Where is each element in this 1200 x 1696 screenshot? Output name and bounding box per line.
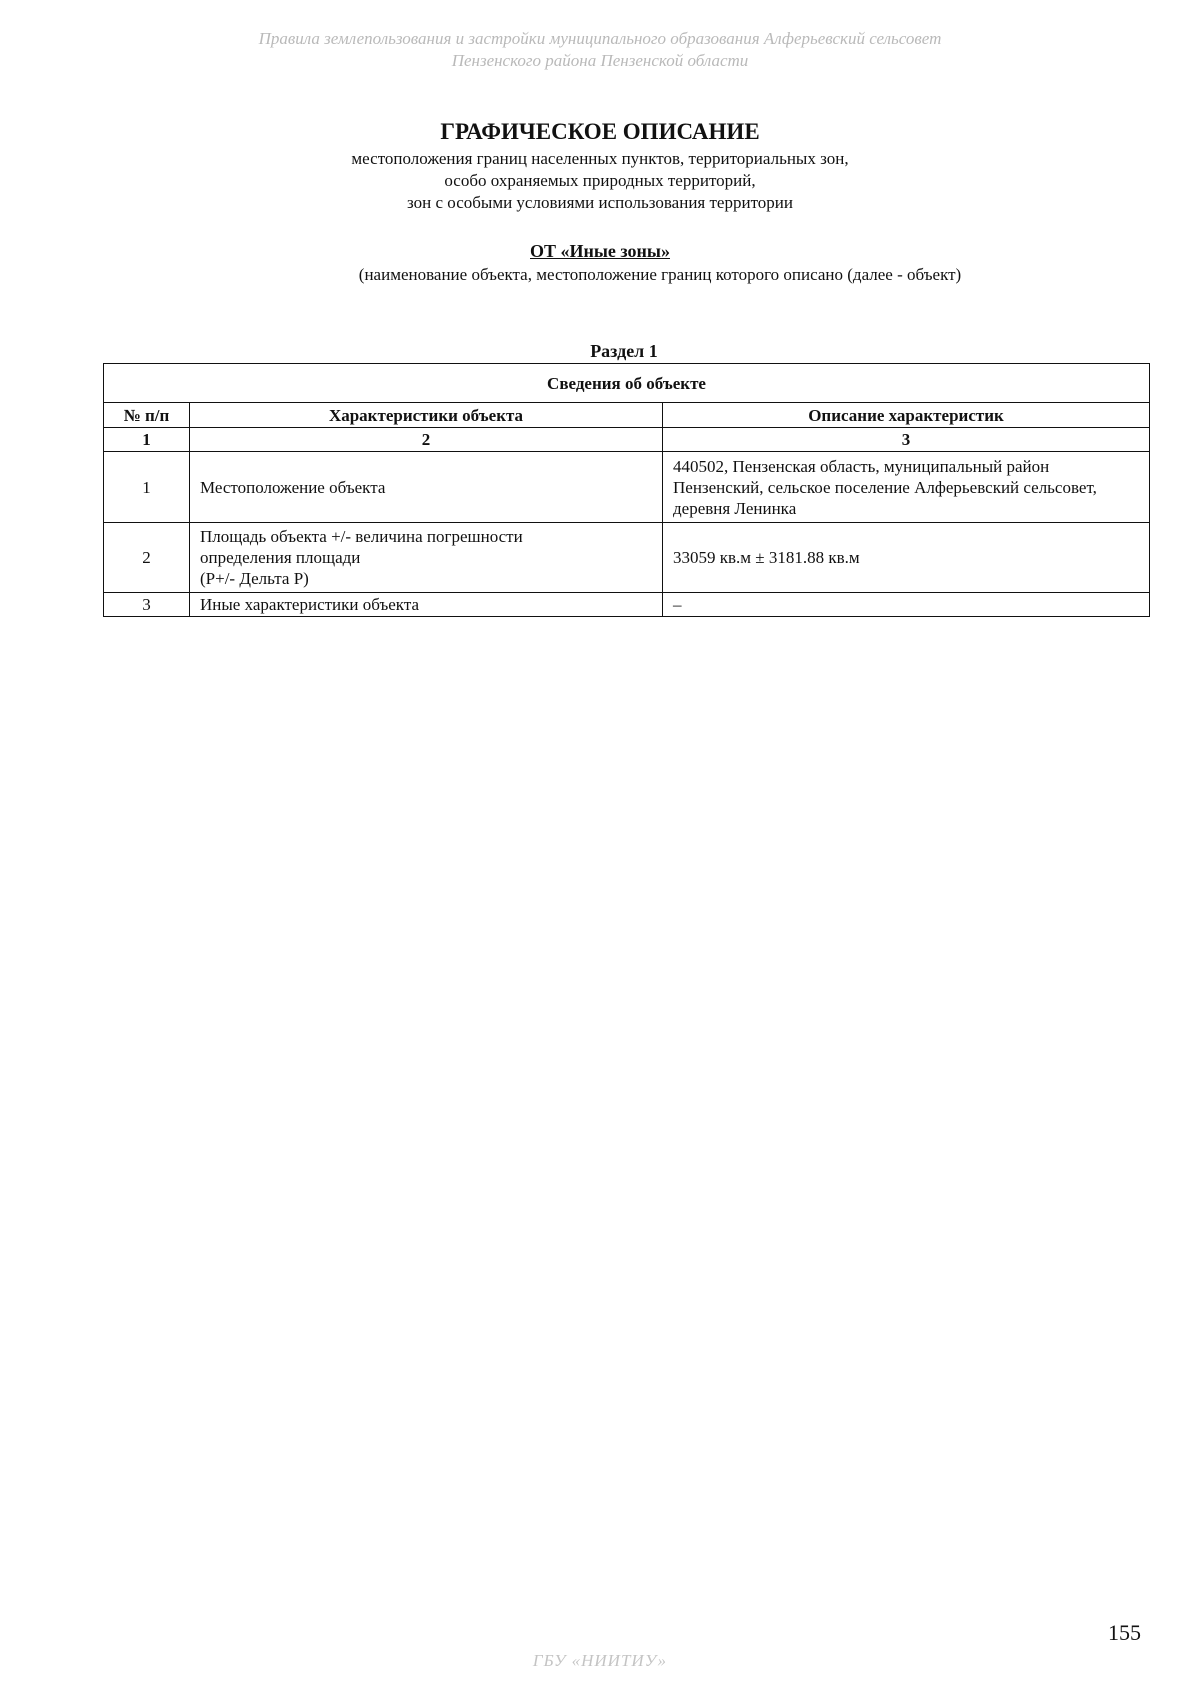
row-characteristic: Иные характеристики объекта <box>190 593 663 617</box>
row-number: 1 <box>104 452 190 523</box>
document-title: ГРАФИЧЕСКОЕ ОПИСАНИЕ <box>440 119 760 144</box>
table-caption: Сведения об объекте <box>104 364 1150 403</box>
row-description: 33059 кв.м ± 3181.88 кв.м <box>663 523 1150 593</box>
page-number: 155 <box>1108 1620 1141 1645</box>
document-subtitle-line-2: особо охраняемых природных территорий, <box>444 171 756 190</box>
row-characteristic <box>190 523 663 593</box>
row-characteristic: Местоположение объекта <box>190 452 663 523</box>
row-number: 2 <box>104 523 190 593</box>
table-row <box>104 593 1150 617</box>
object-info-table <box>103 363 1150 617</box>
running-header-line-1: Правила землепользования и застройки муниципального образования Алферьевский сельсовет <box>258 29 942 48</box>
header-characteristic: Характеристики объекта <box>190 403 663 428</box>
footer-organization: ГБУ «НИИТИУ» <box>532 1651 668 1670</box>
row-characteristic-line-3: (Р+/- Дельта Р) <box>200 569 309 588</box>
running-header-line-2: Пензенского района Пензенской области <box>451 51 749 70</box>
section-title: Раздел 1 <box>590 341 658 361</box>
header-number: № п/п <box>104 403 190 428</box>
column-number-row <box>104 428 1150 452</box>
document-subtitle-line-3: зон с особыми условиями использования территории <box>407 193 793 212</box>
object-name-caption: (наименование объекта, местоположение границ которого описано (далее - объект) <box>358 265 962 284</box>
column-number-3: 3 <box>663 428 1150 452</box>
title-block <box>0 118 1200 214</box>
row-description: – <box>663 593 1150 617</box>
table-row <box>104 523 1150 593</box>
document-subtitle-line-1: местоположения границ населенных пунктов, территориальных зон, <box>351 149 849 168</box>
object-name: ОТ «Иные зоны» <box>530 241 670 261</box>
row-description: 440502, Пензенская область, муниципальный район Пензенский, сельское поселение Алферьевский сельсовет, деревня Ленинка <box>663 452 1150 523</box>
column-number-2: 2 <box>190 428 663 452</box>
row-number: 3 <box>104 593 190 617</box>
row-characteristic-line-2: определения площади <box>200 548 361 567</box>
table-header-row <box>104 403 1150 428</box>
column-number-1: 1 <box>104 428 190 452</box>
row-characteristic-line-1: Площадь объекта +/- величина погрешности <box>200 527 523 546</box>
running-header <box>0 28 1200 72</box>
table-caption-row <box>104 364 1150 403</box>
table-row <box>104 452 1150 523</box>
header-description: Описание характеристик <box>663 403 1150 428</box>
